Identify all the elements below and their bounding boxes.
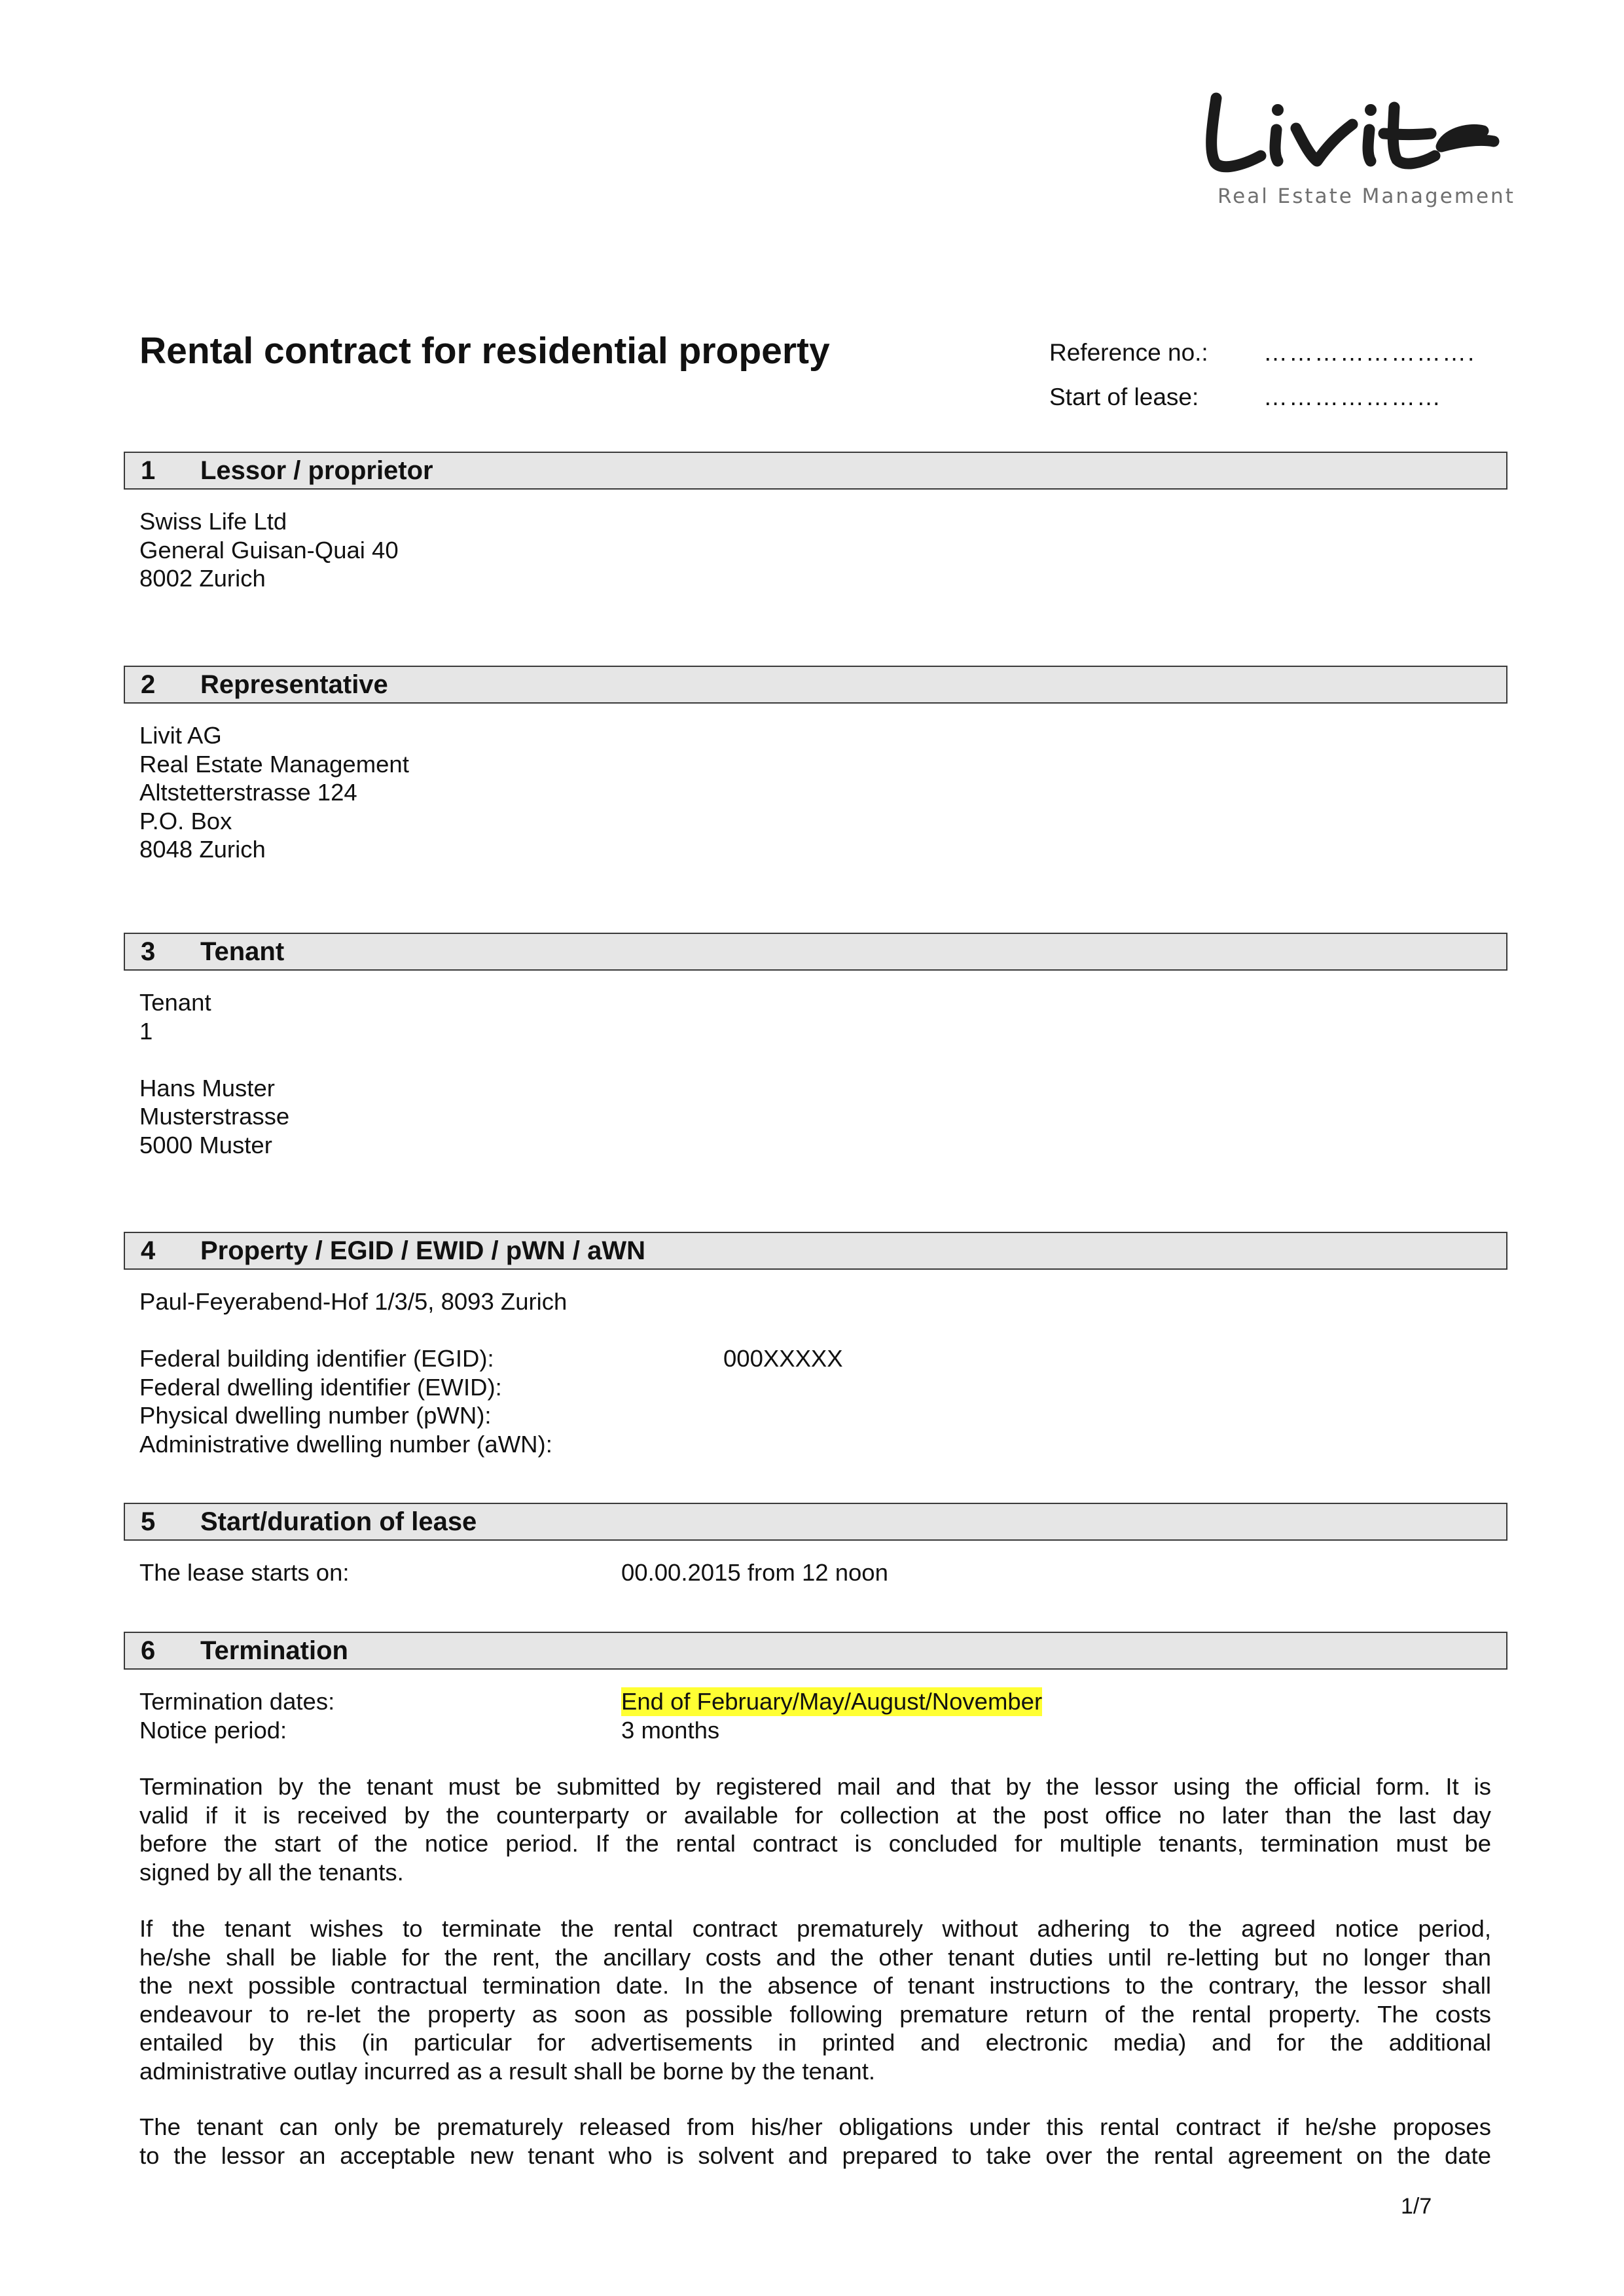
- termination-paragraph-1: [139, 1772, 1491, 1886]
- notice-period-value: 3 months: [621, 1716, 720, 1744]
- address-line: Altstetterstrasse 124: [139, 779, 357, 806]
- lessor-address: [139, 507, 399, 593]
- representative-address: [139, 721, 409, 864]
- tenant-line: 1: [139, 1017, 153, 1045]
- termination-dates-value: End of February/May/August/November: [621, 1688, 1043, 1715]
- section-number: 2: [141, 670, 156, 699]
- property-address-line: Paul-Feyerabend-Hof 1/3/5, 8093 Zurich: [139, 1288, 568, 1315]
- paragraph-line: he/she shall be liable for the rent, the ancillary costs and the other tenant duties until re-letting but no longer than: [139, 1943, 1491, 1971]
- identifier-label: Physical dwelling number (pWN):: [139, 1402, 492, 1429]
- lease-start-value: 00.00.2015 from 12 noon: [621, 1559, 888, 1586]
- start-of-lease-label: Start of lease:: [1049, 384, 1199, 410]
- lease-start-row: [139, 1558, 888, 1587]
- section-number: 4: [141, 1236, 156, 1265]
- document-title: Rental contract for residential property: [139, 330, 830, 372]
- identifier-label: Administrative dwelling number (aWN):: [139, 1430, 552, 1458]
- identifier-label: Federal building identifier (EGID):: [139, 1345, 494, 1372]
- section-header-representative: [124, 666, 1507, 704]
- address-line: General Guisan-Quai 40: [139, 536, 399, 564]
- property-address: [139, 1287, 567, 1316]
- address-line: Livit AG: [139, 722, 222, 749]
- termination-paragraph-3: [139, 2113, 1491, 2170]
- tenant-details: [139, 988, 289, 1159]
- section-header-lease-start: [124, 1503, 1507, 1541]
- livit-logo-mark: [1198, 79, 1506, 177]
- section-title: Lessor / proprietor: [200, 456, 433, 485]
- section-number: 3: [141, 937, 156, 966]
- section-header-tenant: [124, 933, 1507, 971]
- tenant-line: [139, 1045, 289, 1074]
- address-line: Swiss Life Ltd: [139, 508, 287, 535]
- address-line: 8048 Zurich: [139, 836, 266, 863]
- paragraph-line: administrative outlay incurred as a result shall be borne by the tenant.: [139, 2057, 876, 2085]
- paragraph-line: endeavour to re-let the property as soon as possible following premature return of the rental property. The costs: [139, 2000, 1491, 2028]
- section-title: Property / EGID / EWID / pWN / aWN: [200, 1236, 646, 1265]
- identifier-row: [139, 1401, 843, 1430]
- section-header-lessor: [124, 452, 1507, 490]
- section-header-property: [124, 1232, 1507, 1270]
- address-line: 8002 Zurich: [139, 565, 266, 592]
- paragraph-line: entailed by this (in particular for advertisements in printed and electronic media) and for the additional: [139, 2029, 1491, 2056]
- section-title: Termination: [200, 1636, 348, 1665]
- termination-details: [139, 1687, 1042, 1744]
- livit-logo: [1198, 79, 1515, 216]
- reference-label: Reference no.:: [1049, 339, 1208, 366]
- identifier-value: 000XXXXX: [723, 1345, 843, 1372]
- section-title: Start/duration of lease: [200, 1507, 477, 1536]
- lease-start-label: The lease starts on:: [139, 1559, 350, 1586]
- paragraph-line: the next possible contractual termination date. In the absence of tenant instructions to the contrary, the lessor shall: [139, 1972, 1491, 1999]
- tenant-line: Musterstrasse: [139, 1103, 290, 1130]
- paragraph-line: If the tenant wishes to terminate the rental contract prematurely without adhering to the agreed notice period,: [139, 1915, 1491, 1942]
- reference-block: [1049, 331, 1475, 420]
- section-number: 1: [141, 456, 156, 485]
- section-title: Representative: [200, 670, 388, 699]
- start-of-lease-value: …………………: [1263, 384, 1442, 410]
- address-line: Real Estate Management: [139, 750, 409, 778]
- reference-row: [1049, 331, 1475, 375]
- paragraph-line: Termination by the tenant must be submitted by registered mail and that by the lessor using the official form. It is: [139, 1773, 1491, 1800]
- section-number: 5: [141, 1507, 156, 1536]
- lease-start-details: [139, 1558, 888, 1587]
- page-number: 1/7: [1401, 2194, 1432, 2219]
- section-number: 6: [141, 1636, 156, 1665]
- logo-subtitle: Real Estate Management: [1218, 185, 1515, 208]
- section-title: Tenant: [200, 937, 285, 966]
- identifier-label: Federal dwelling identifier (EWID):: [139, 1373, 502, 1401]
- notice-period-label: Notice period:: [139, 1716, 287, 1744]
- property-identifiers: [139, 1344, 843, 1458]
- tenant-line: Tenant: [139, 989, 211, 1016]
- paragraph-line: to the lessor an acceptable new tenant who is solvent and prepared to take over the rental agreement on the date: [139, 2142, 1491, 2169]
- identifier-row: [139, 1344, 843, 1373]
- termination-dates-label: Termination dates:: [139, 1688, 335, 1715]
- identifier-row: [139, 1373, 843, 1402]
- termination-paragraph-2: [139, 1914, 1491, 2085]
- tenant-line: 5000 Muster: [139, 1131, 272, 1158]
- identifier-row: [139, 1430, 843, 1459]
- start-of-lease-row: [1049, 375, 1475, 420]
- paragraph-line: The tenant can only be prematurely released from his/her obligations under this rental contract if he/she proposes: [139, 2113, 1491, 2140]
- address-line: P.O. Box: [139, 807, 232, 834]
- section-header-termination: [124, 1632, 1507, 1670]
- termination-dates-row: [139, 1687, 1042, 1716]
- notice-period-row: [139, 1716, 1042, 1745]
- paragraph-line: before the start of the notice period. If the rental contract is concluded for multiple tenants, termination must be: [139, 1830, 1491, 1857]
- paragraph-line: valid if it is received by the counterparty or available for collection at the post office no later than the last day: [139, 1801, 1491, 1829]
- tenant-line: Hans Muster: [139, 1074, 275, 1102]
- reference-value: …………………….: [1263, 339, 1476, 366]
- paragraph-line: signed by all the tenants.: [139, 1858, 404, 1886]
